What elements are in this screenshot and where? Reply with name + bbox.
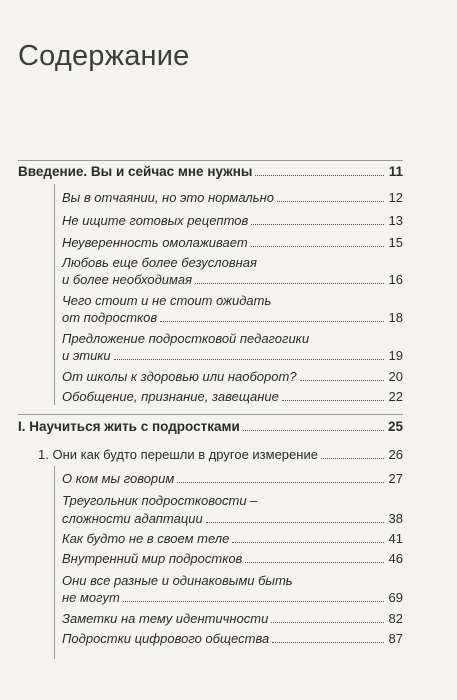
toc-entry-line1[interactable]: Любовь еще более безусловная — [62, 255, 257, 270]
toc-entry[interactable]: О ком мы говорим 27 — [62, 471, 403, 486]
toc-entry[interactable]: и более необходимая 16 — [62, 272, 403, 287]
toc-entry[interactable]: Внутренний мир подростков 46 — [62, 551, 403, 566]
toc-section-part1[interactable] — [18, 418, 403, 435]
chapter-indent-bar — [54, 466, 55, 659]
toc-entry[interactable]: от подростков 18 — [62, 310, 403, 325]
toc-chapter-1[interactable]: 1. Они как будто перешли в другое измерение 26 — [38, 447, 403, 462]
leader-dots — [243, 430, 384, 431]
toc-section-intro[interactable] — [18, 163, 403, 180]
page-title: Содержание — [18, 40, 190, 72]
toc-entry[interactable]: Не ищите готовых рецептов 13 — [62, 213, 403, 228]
toc-entry-page: 25 — [387, 419, 403, 434]
toc-entry-title: I. Научиться жить с подростками — [18, 419, 240, 434]
toc-entry[interactable]: Обобщение, признание, завещание 22 — [62, 389, 403, 404]
toc-entry[interactable]: и этики 19 — [62, 348, 403, 363]
toc-entry[interactable]: не могут 69 — [62, 590, 403, 605]
leader-dots — [255, 175, 384, 176]
toc-entry[interactable]: От школы к здоровью или наоборот? 20 — [62, 369, 403, 384]
toc-entry-line1[interactable]: Они все разные и одинаковыми быть — [62, 573, 293, 588]
toc-entry-line1[interactable]: Треугольник подростковости – — [62, 493, 258, 508]
toc-entry-page: 11 — [388, 164, 403, 179]
toc-entry[interactable]: Подростки цифрового общества 87 — [62, 631, 403, 646]
toc-entry[interactable]: сложности адаптации 38 — [62, 511, 403, 526]
toc-entry-line1[interactable]: Предложение подростковой педагогики — [62, 331, 310, 346]
toc-entry[interactable]: Как будто не в своем теле 41 — [62, 531, 403, 546]
section-divider — [18, 414, 403, 415]
toc-entry[interactable]: Вы в отчаянии, но это нормально 12 — [62, 190, 403, 205]
section-indent-bar — [54, 184, 55, 405]
toc-entry[interactable]: Неуверенность омолаживает 15 — [62, 235, 403, 250]
toc-entry-title: Введение. Вы и сейчас мне нужны — [18, 164, 253, 179]
toc-entry-line1[interactable]: Чего стоит и не стоит ожидать — [62, 293, 272, 308]
section-divider — [18, 160, 403, 161]
toc-entry[interactable]: Заметки на тему идентичности 82 — [62, 611, 403, 626]
